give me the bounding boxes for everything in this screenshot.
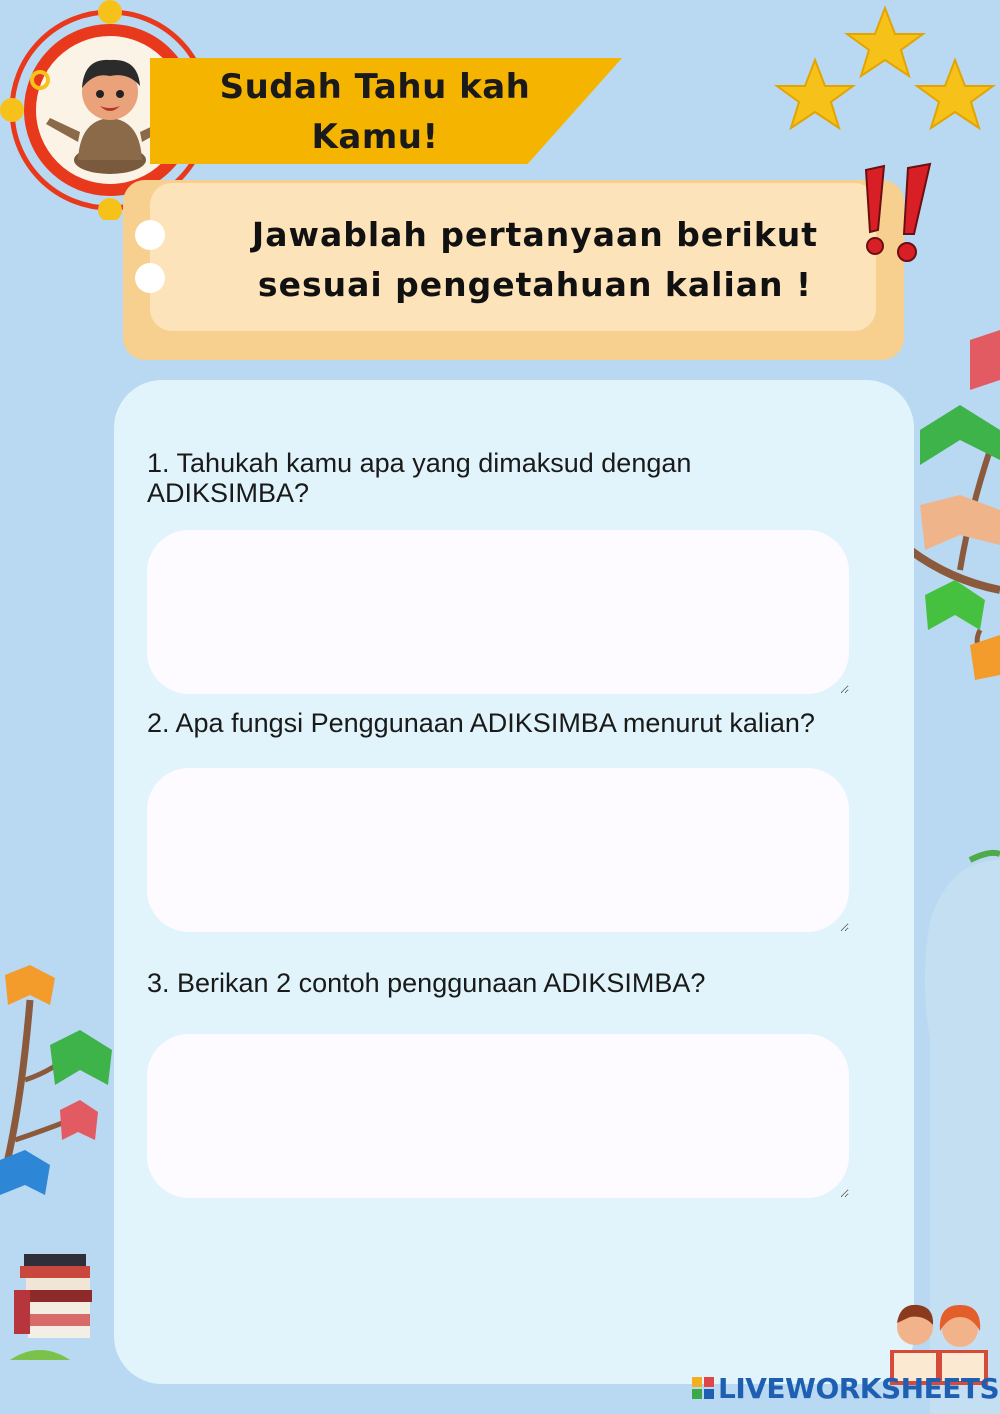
answer-1-field[interactable]	[147, 530, 849, 694]
book-stack-decoration	[10, 1250, 100, 1360]
decor-dot	[135, 263, 165, 293]
book-icon	[60, 1100, 98, 1140]
decor-dot	[135, 220, 165, 250]
answer-2-field[interactable]	[147, 768, 849, 932]
book-tree-left-decoration	[0, 960, 120, 1220]
liveworksheets-logo-icon	[692, 1377, 714, 1399]
star-icon	[917, 60, 993, 128]
watermark-text: LIVEWORKSHEETS	[718, 1371, 1000, 1405]
exclamation-icon	[858, 160, 938, 270]
question-3: 3. Berikan 2 contoh penggunaan ADIKSIMBA?	[147, 968, 706, 998]
book-icon	[920, 495, 1000, 550]
star-icon	[847, 8, 923, 76]
question-1: 1. Tahukah kamu apa yang dimaksud dengan ADIKSIMBA?	[147, 448, 692, 508]
book-icon	[50, 1030, 112, 1085]
answer-3-field[interactable]	[147, 1034, 849, 1198]
stars-decoration	[760, 0, 1000, 150]
liveworksheets-watermark	[692, 1370, 999, 1406]
book-icon	[970, 330, 1000, 390]
question-2: 2. Apa fungsi Penggunaan ADIKSIMBA menurut kalian?	[147, 708, 815, 738]
page-title: Sudah Tahu kah Kamu!	[219, 67, 531, 157]
instruction-text: Jawablah pertanyaan berikut sesuai pengetahuan kalian !	[251, 215, 819, 304]
book-icon	[5, 965, 55, 1005]
star-icon	[777, 60, 853, 128]
book-icon	[970, 635, 1000, 680]
